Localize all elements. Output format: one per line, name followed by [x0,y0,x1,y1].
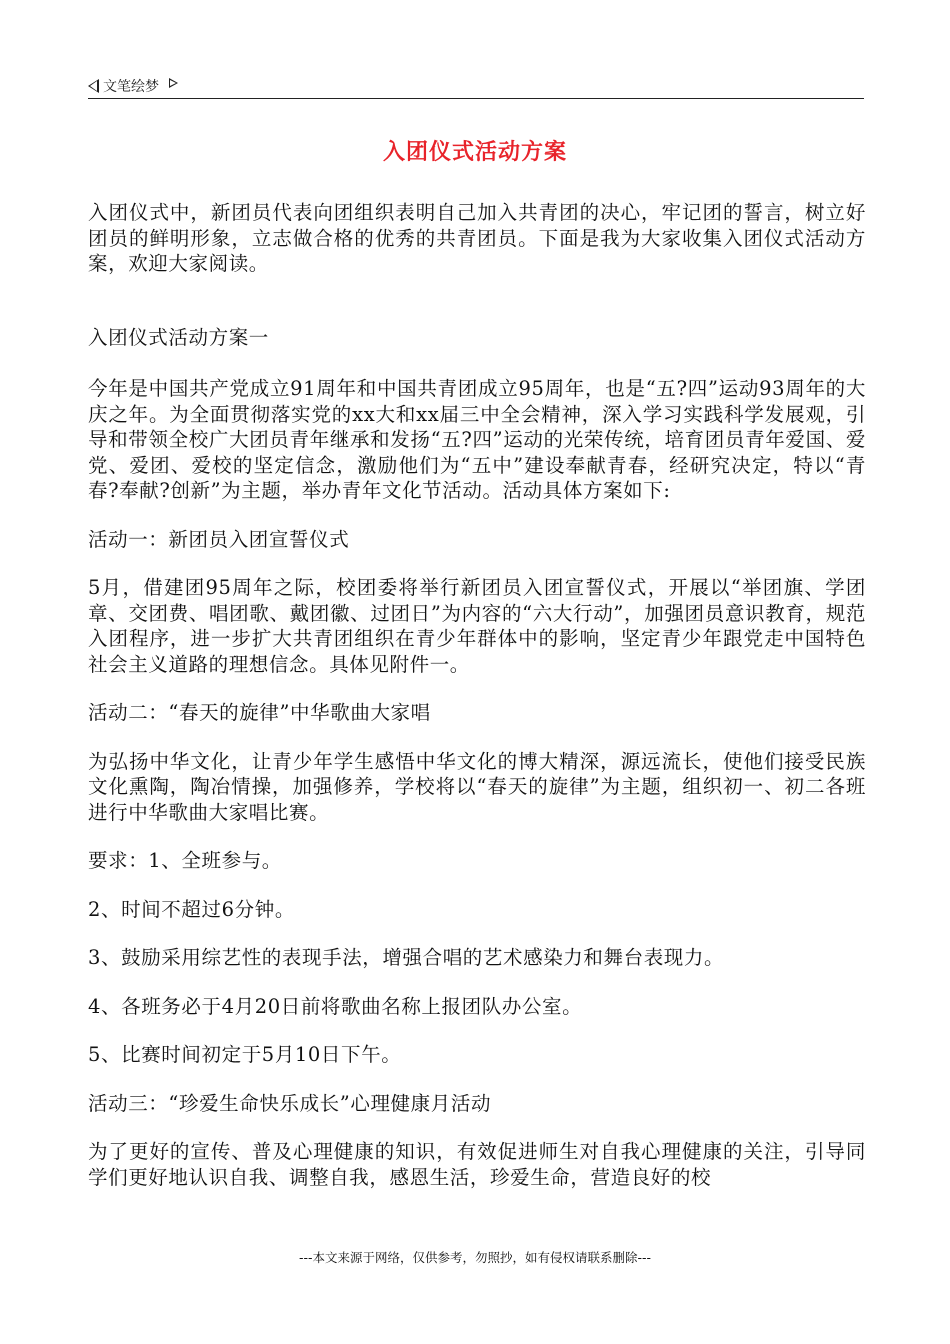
page-footer: ---本文来源于网络，仅供参考，勿照抄，如有侵权请联系删除--- [298,1250,652,1265]
requirement-2: 2、时间不超过6分钟。 [88,897,295,921]
header-brand [88,76,178,96]
activity-heading-3: 活动三：“珍爱生命快乐成长”心理健康月活动 [88,1091,492,1115]
brand-label: 文笔绘梦 [103,79,159,95]
activity-heading-2: 活动二：“春天的旋律”中华歌曲大家唱 [88,701,431,724]
requirement-3: 3、鼓励采用综艺性的表现手法，增强合唱的艺术感染力和舞台表现力。 [88,946,725,969]
triangle-left-icon [88,79,99,93]
activity-heading-1: 活动一：新团员入团宣誓仪式 [88,527,350,551]
paragraph-activity-1: 5月，借建团95周年之际，校团委将举行新团员入团宣誓仪式，开展以“举团旗、学团章、交团费、唱团歌、戴团徽、过团日”为内容的“六大行动”，加强团员意识教育，规范入团程序，进一步扩大共青团组织在青少年群体中的影响，坚定青少年跟党走中国特色社会主义道路的理想信念。具体见附件一。 [88,576,866,676]
requirement-5: 5、比赛时间初定于5月10日下午。 [88,1043,402,1066]
document-body [88,200,866,1190]
paragraph-activity-2: 为弘扬中华文化，让青少年学生感悟中华文化的博大精深，源远流长，使他们接受民族文化熏陶，陶冶情操，加强修养，学校将以“春天的旋律”为主题，组织初一、初二各班进行中华歌曲大家唱比赛。 [88,749,866,824]
page-header [88,72,864,99]
triangle-right-icon [169,78,178,88]
requirement-1: 要求：1、全班参与。 [88,849,282,872]
document-title: 入团仪式活动方案 [382,140,567,165]
paragraph-activity-3: 为了更好的宣传、普及心理健康的知识，有效促进师生对自我心理健康的关注，引导同学们更好地认识自我、调整自我，感恩生活，珍爱生命，营造良好的校 [88,1140,866,1189]
paragraph-background: 今年是中国共产党成立91周年和中国共青团成立95周年，也是“五?四”运动93周年的大庆之年。为全面贯彻落实党的xx大和xx届三中全会精神，深入学习实践科学发展观，引导和带领全校广大团员青年继承和发扬“五?四”运动的光荣传统，培育团员青年爱国、爱党、爱团、爱校的坚定信念，激励他们为“五中”建设奉献青春，经研究决定，特以“青春?奉献?创新”为主题，举办青年文化节活动。活动具体方案如下: [88,377,866,502]
requirement-4: 4、各班务必于4月20日前将歌曲名称上报团队办公室。 [88,994,583,1018]
section-heading-1: 入团仪式活动方案一 [88,325,269,349]
intro-paragraph: 入团仪式中，新团员代表向团组织表明自己加入共青团的决心，牢记团的誓言，树立好团员的鲜明形象，立志做合格的优秀的共青团员。下面是我为大家收集入团仪式活动方案，欢迎大家阅读。 [88,201,866,275]
